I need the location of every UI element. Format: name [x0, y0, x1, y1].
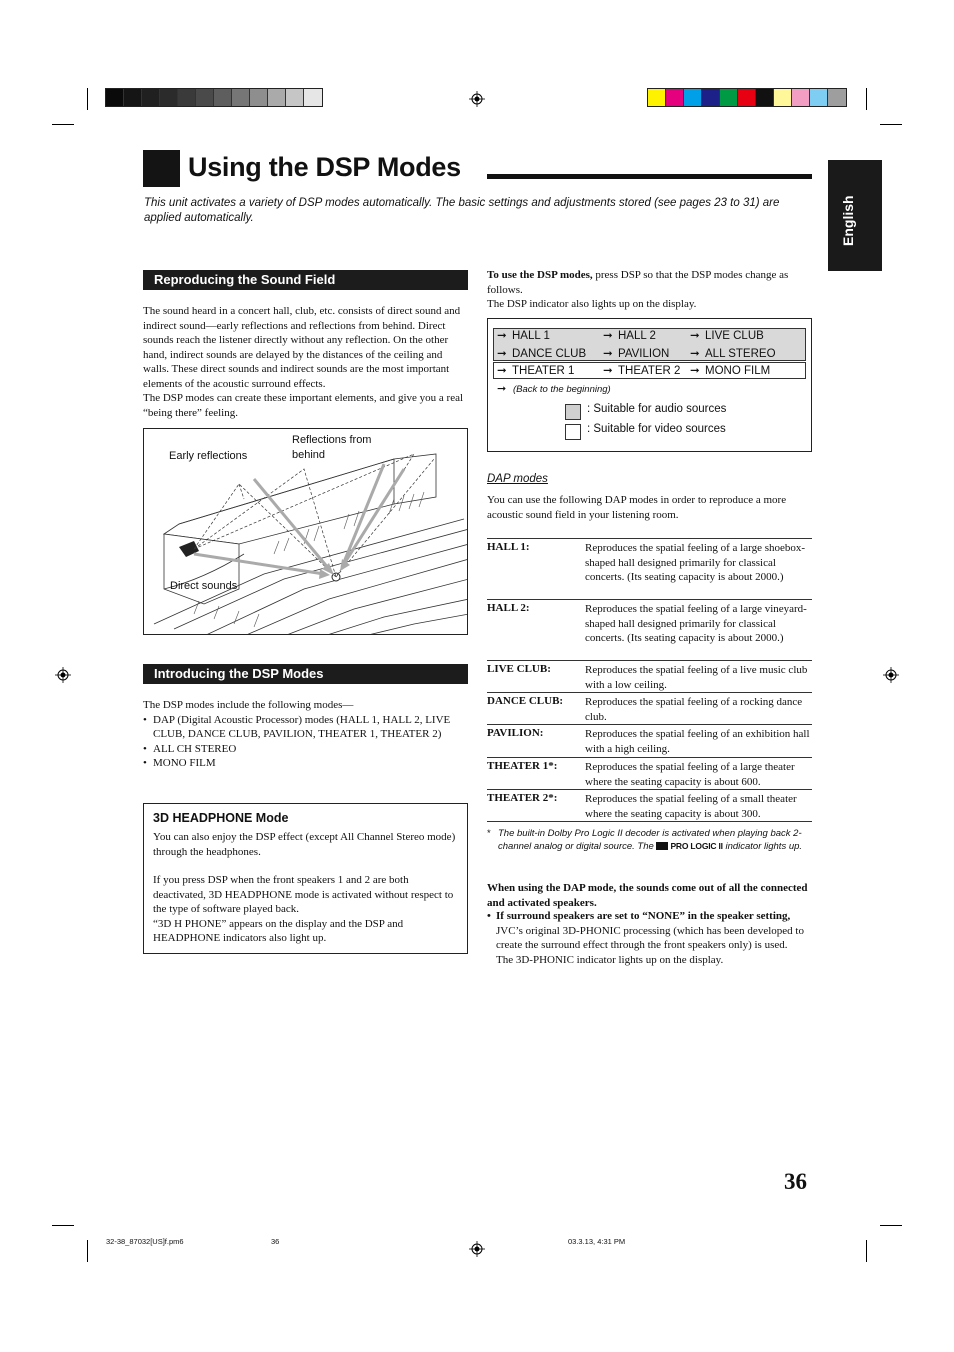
footnote-text-b: indicator lights up.: [725, 841, 803, 852]
footer-date: 03.3.13, 4:31 PM: [568, 1237, 626, 1246]
dap-mode-name: PAVILION:: [487, 727, 544, 739]
mode-row-back: [493, 381, 806, 399]
mode-arrow: ➞: [690, 347, 700, 360]
headphone-mode-title: 3D HEADPHONE Mode: [153, 811, 289, 825]
headphone-p2: If you press DSP when the front speakers 1 and 2 are both deactivated, 3D HEADPHONE mode is activated without respect to the type of software played back.: [153, 874, 454, 915]
section-heading-dsp-modes: Introducing the DSP Modes: [143, 664, 468, 684]
label-reflections-behind: Reflections from behind: [292, 434, 372, 461]
calibration-swatch: [666, 89, 684, 106]
calibration-swatch: [738, 89, 756, 106]
calibration-swatch: [232, 89, 250, 106]
table-row: [487, 660, 812, 692]
crop-mark: [52, 124, 74, 125]
mode-arrow: ➞: [603, 347, 613, 360]
video-legend-swatch: [565, 424, 581, 440]
dap-mode-name: HALL 1:: [487, 541, 530, 553]
headphone-mode-box: [143, 803, 468, 954]
dap-mode-name: HALL 2:: [487, 602, 530, 614]
dap-mode-desc: Reproduces the spatial feeling of a small theater where the seating capacity is about 300.: [585, 793, 797, 820]
surround-text-2: The 3D-PHONIC indicator lights up on the display.: [496, 953, 724, 966]
dap-mode-name: THEATER 2*:: [487, 792, 558, 804]
table-row: [487, 789, 812, 822]
mode-item: HALL 2: [618, 330, 656, 342]
title-marker: [143, 150, 180, 187]
bullet: •: [487, 910, 491, 922]
headphone-p3: “3D H PHONE” appears on the display and the DSP and HEADPHONE indicators also light up.: [153, 917, 404, 944]
mode-arrow: ➞: [690, 365, 700, 377]
mode-item: DANCE CLUB: [512, 347, 587, 360]
mode-item: LIVE CLUB: [705, 330, 764, 342]
calibration-swatch: [756, 89, 774, 106]
footer-page: 36: [271, 1237, 280, 1246]
footer-file: 32-38_87032[US]f.pm6: [106, 1237, 184, 1246]
footnote-text-a: The built-in Dolby Pro Logic II decoder is activated when playing back 2-channel analog or digital source. The: [498, 828, 802, 852]
mode-item: HALL 1: [512, 330, 550, 342]
language-tab: [828, 160, 882, 271]
table-row: [487, 538, 812, 599]
registration-target-icon: [469, 91, 485, 107]
crop-mark: [87, 1240, 88, 1262]
calibration-swatch: [810, 89, 828, 106]
language-tab-label: English: [840, 195, 856, 246]
table-row: [487, 599, 812, 660]
calibration-swatch: [792, 89, 810, 106]
section-heading-sound-field: Reproducing the Sound Field: [143, 270, 468, 290]
calibration-swatch: [828, 89, 846, 106]
calibration-swatch: [286, 89, 304, 106]
dap-intro: You can use the following DAP modes in order to reproduce a more acoustic sound field in your listening room.: [487, 494, 787, 521]
table-row: [487, 757, 812, 789]
dap-mode-desc: Reproduces the spatial feeling of a rocking dance club.: [585, 696, 803, 723]
mode-arrow: ➞: [497, 365, 507, 377]
calibration-swatch: [702, 89, 720, 106]
dsp-mode-sequence: [487, 318, 812, 452]
crop-mark: [880, 124, 902, 125]
dap-mode-desc: Reproduces the spatial feeling of a live music club with a low ceiling.: [585, 664, 808, 691]
dsp-modes-intro: The DSP modes include the following modes—: [143, 699, 354, 711]
mode-grid: [493, 328, 806, 398]
mode-item: MONO FILM: [705, 365, 771, 377]
calibration-swatch: [774, 89, 792, 106]
mode-arrow: ➞: [603, 330, 613, 342]
color-calibration-strip: [647, 88, 847, 107]
mode-arrow: ➞: [497, 382, 507, 395]
use-dsp-rest: press DSP so that the DSP modes change as follows.: [487, 269, 789, 296]
crop-mark: [880, 1225, 902, 1226]
registration-target-icon: [469, 1241, 485, 1257]
calibration-swatch: [124, 89, 142, 106]
list-item: • MONO FILM: [143, 756, 468, 771]
calibration-swatch: [214, 89, 232, 106]
table-row: [487, 692, 812, 724]
dolby-double-d-icon: [656, 842, 668, 850]
surround-text: JVC’s original 3D-PHONIC processing (which has been developed to create the surround effect through the front speakers only) is used.: [496, 924, 804, 951]
calibration-swatch: [268, 89, 286, 106]
headphone-p1: You can also enjoy the DSP effect (except All Channel Stereo mode) through the headphones.: [153, 831, 456, 858]
theater-footnote: [487, 827, 812, 853]
table-row: [487, 724, 812, 757]
dap-mode-desc: Reproduces the spatial feeling of a large vineyard-shaped hall designed primarily for classical concerts. (Its seating capacity is about 2000.): [585, 603, 807, 644]
list-item: • ALL CH STEREO: [143, 742, 468, 757]
mode-arrow: ➞: [603, 365, 613, 377]
grey-calibration-strip: [105, 88, 323, 107]
mode-item: THEATER 2: [618, 365, 681, 377]
page-title: Using the DSP Modes: [188, 152, 461, 182]
footnote-mark: *: [487, 828, 491, 839]
calibration-swatch: [250, 89, 268, 106]
crop-mark: [866, 1240, 867, 1262]
calibration-swatch: [196, 89, 214, 106]
surround-bold: If surround speakers are set to “NONE” in the speaker setting,: [496, 910, 791, 922]
dap-mode-desc: Reproduces the spatial feeling of a large theater where the seating capacity is about 600.: [585, 761, 795, 788]
dap-mode-name: LIVE CLUB:: [487, 663, 551, 675]
mode-arrow: ➞: [690, 330, 700, 342]
calibration-swatch: [304, 89, 322, 106]
sound-field-paragraph: The sound heard in a concert hall, club, etc. consists of direct sound and indirect sound—early reflections and reflections from behind. Direct sounds reach the listener directly without any reflection. On the other hand, indirect sounds are delayed by the distances of the ceiling and walls. These direct sounds and indirect sounds are the most important elements of the acoustic surround effects.: [143, 305, 461, 390]
crop-mark: [52, 1225, 74, 1226]
mode-arrow: ➞: [497, 330, 507, 342]
sound-field-paragraph-2: The DSP modes can create these important elements, and give you a real “being there” feeling.: [143, 392, 464, 419]
calibration-swatch: [648, 89, 666, 106]
mode-item: PAVILION: [618, 347, 670, 360]
mode-arrow: ➞: [497, 347, 507, 360]
dsp-modes-list: [143, 713, 468, 771]
video-legend-label: : Suitable for video sources: [587, 423, 726, 435]
surround-note: [487, 909, 812, 967]
audio-legend-label: : Suitable for audio sources: [587, 403, 727, 415]
dolby-logo-text: PRO LOGIC II: [670, 841, 723, 851]
audio-legend-swatch: [565, 404, 581, 420]
calibration-swatch: [178, 89, 196, 106]
dsp-indicator-text: The DSP indicator also lights up on the display.: [487, 298, 697, 310]
mode-row: [493, 346, 806, 364]
dap-mode-name: THEATER 1*:: [487, 760, 558, 772]
dap-modes-heading: DAP modes: [487, 473, 548, 485]
registration-target-icon: [55, 667, 71, 683]
crop-mark: [87, 88, 88, 110]
label-direct-sounds: Direct sounds: [170, 580, 238, 592]
crop-mark: [866, 88, 867, 110]
mode-item: ALL STEREO: [705, 347, 776, 360]
use-dsp-text: [487, 268, 812, 312]
calibration-swatch: [160, 89, 178, 106]
registration-target-icon: [883, 667, 899, 683]
calibration-swatch: [106, 89, 124, 106]
page-number: 36: [784, 1169, 807, 1194]
list-item: • DAP (Digital Acoustic Processor) modes (HALL 1, HALL 2, LIVE CLUB, DANCE CLUB, PAVILION, THEATER 1, THEATER 2): [143, 713, 468, 742]
sound-field-illustration: [143, 428, 468, 635]
calibration-swatch: [142, 89, 160, 106]
label-early-reflections: Early reflections: [169, 450, 248, 462]
page-intro: This unit activates a variety of DSP modes automatically. The basic settings and adjustments stored (see pages 23 to 31) are applied automatically.: [144, 197, 780, 224]
dap-mode-name: DANCE CLUB:: [487, 695, 564, 707]
dap-note: When using the DAP mode, the sounds come out of all the connected and activated speakers.: [487, 882, 808, 909]
title-rule: [487, 174, 812, 179]
calibration-swatch: [720, 89, 738, 106]
use-dsp-bold: To use the DSP modes,: [487, 269, 593, 281]
dolby-pro-logic-logo: [656, 840, 722, 853]
sound-field-text: [143, 304, 468, 420]
mode-row: [493, 328, 806, 346]
calibration-swatch: [684, 89, 702, 106]
dap-mode-desc: Reproduces the spatial feeling of an exhibition hall with a high ceiling.: [585, 728, 810, 755]
back-to-beginning: (Back to the beginning): [513, 383, 611, 395]
mode-row: [493, 363, 806, 381]
dsp-modes-text: [143, 698, 468, 771]
mode-item: THEATER 1: [512, 365, 575, 377]
dap-mode-desc: Reproduces the spatial feeling of a large shoebox-shaped hall designed primarily for classical concerts. (Its seating capacity is about 2000.): [585, 542, 806, 583]
